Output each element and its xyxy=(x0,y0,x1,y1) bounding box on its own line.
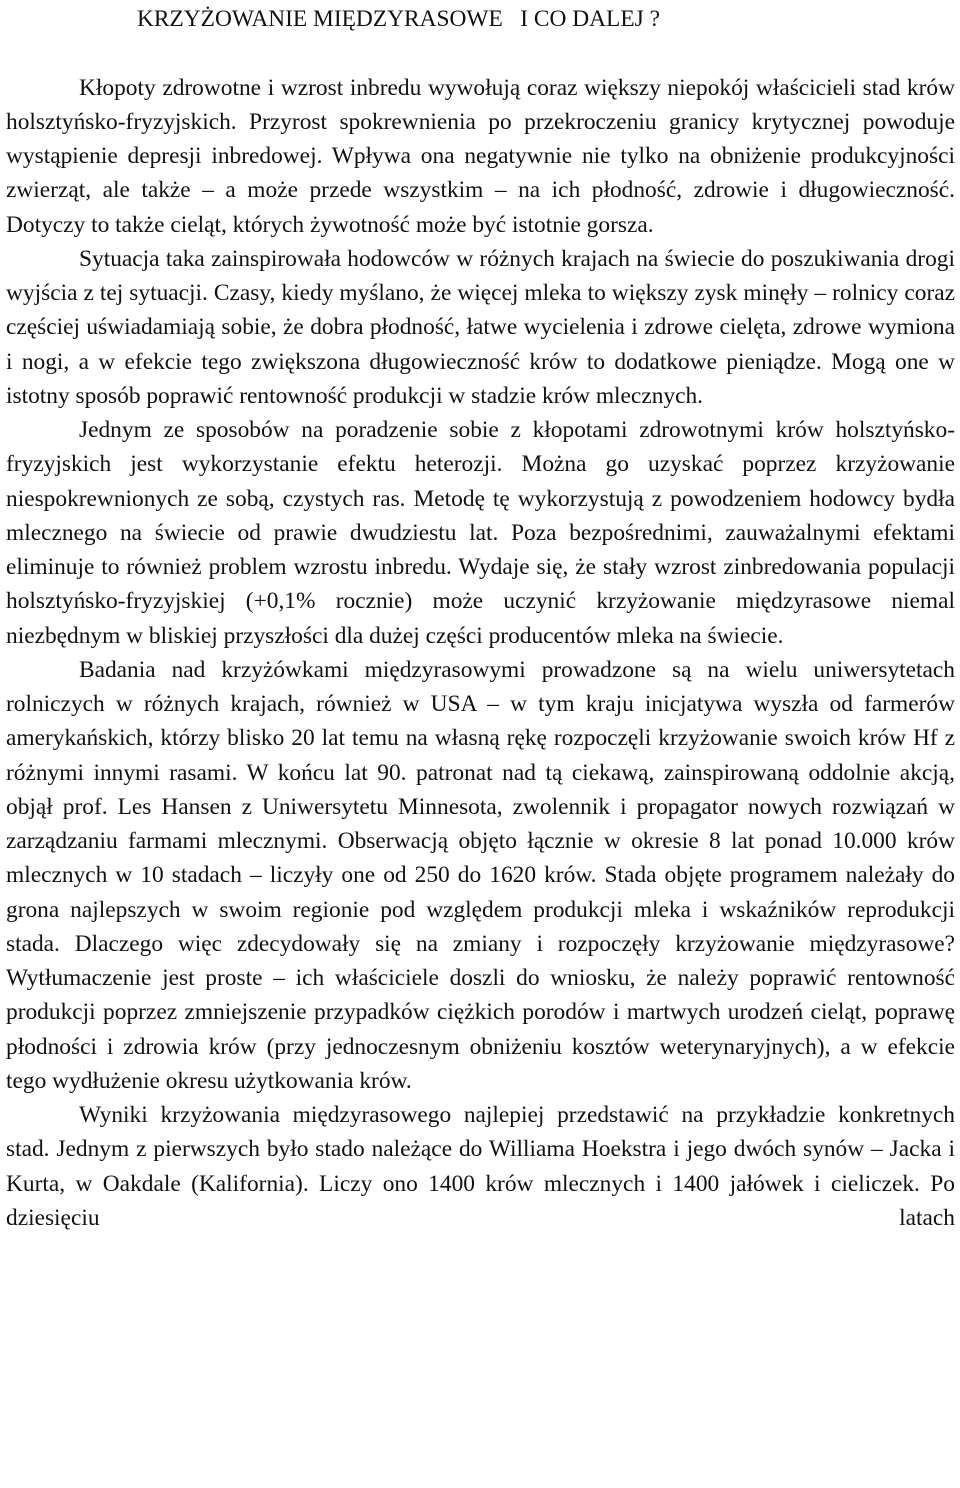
blank-line xyxy=(6,36,955,70)
paragraph-3: Jednym ze sposobów na poradzenie sobie z kłopotami zdrowotnymi krów holsztyńsko-fryzyjskich jest wykorzystanie efektu heterozji. Można go uzyskać poprzez krzyżowanie niespokrewnionych ze sobą, czystych ras. Metodę tę wykorzystują z powodzeniem hodowcy bydła mlecznego na świecie od prawie dwudziestu lat. Poza bezpośrednimi, zauważalnymi efektami eliminuje to również problem wzrostu inbredu. Wydaje się, że stały wzrost zinbredowania populacji holsztyńsko-fryzyjskiej (+0,1% rocznie) może uczynić krzyżowanie międzyrasowe niemal niezbędnym w bliskiej przyszłości dla dużej części producentów mleka na świecie. xyxy=(6,417,955,649)
document-page xyxy=(6,2,955,1235)
paragraph-4: Badania nad krzyżówkami międzyrasowymi prowadzone są na wielu uniwersytetach rolniczych w różnych krajach, również w USA – w tym kraju inicjatywa wyszła od farmerów amerykańskich, którzy blisko 20 lat temu na własną rękę rozpoczęli krzyżowanie swoich krów Hf z różnymi innymi rasami. W końcu lat 90. patronat nad tą ciekawą, zainspirowaną oddolnie akcją, objął prof. Les Hansen z Uniwersytetu Minnesota, zwolennik i propagator nowych rozwiązań w zarządzaniu farmami mlecznymi. Obserwacją objęto łącznie w okresie 8 lat ponad 10.000 krów mlecznych w 10 stadach – liczyły one od 250 do 1620 krów. Stada objęte programem należały do grona najlepszych w swoim regionie pod względem produkcji mleka i wskaźników reprodukcji stada. Dlaczego więc zdecydowały się na zmiany i rozpoczęły krzyżowanie międzyrasowe? Wytłumaczenie jest proste – ich właściciele doszli do wniosku, że należy poprawić rentowność produkcji poprzez zmniejszenie przypadków ciężkich porodów i martwych urodzeń cieląt, poprawę płodności i zdrowia krów (przy jednoczesnym obniżeniu kosztów weterynaryjnych), a w efekcie tego wydłużenie okresu użytkowania krów. xyxy=(6,656,955,1094)
paragraph-2: Sytuacja taka zainspirowała hodowców w różnych krajach na świecie do poszukiwania drogi wyjścia z tej sytuacji. Czasy, kiedy myślano, że więcej mleka to większy zysk minęły – rolnicy coraz częściej uświadamiają sobie, że dobra płodność, łatwe wycielenia i zdrowe cielęta, zdrowe wymiona i nogi, a w efekcie tego zwiększona długowieczność krów to dodatkowe pieniądze. Mogą one w istotny sposób poprawić rentowność produkcji w stadzie krów mlecznych. xyxy=(6,245,955,409)
paragraph-5: Wyniki krzyżowania międzyrasowego najlepiej przedstawić na przykładzie konkretnych stad. Jednym z pierwszych było stado należące do Williama Hoekstra i jego dwóch synów – Jacka i Kurta, w Oakdale (Kalifornia). Liczy ono 1400 krów mlecznych i 1400 jałówek i cieliczek. Po dziesięciu latach xyxy=(6,1102,955,1231)
document-title: KRZYŻOWANIE MIĘDZYRASOWE I CO DALEJ ? xyxy=(137,6,660,32)
paragraph-1: Kłopoty zdrowotne i wzrost inbredu wywołują coraz większy niepokój właścicieli stad krów holsztyńsko-fryzyjskich. Przyrost spokrewnienia po przekroczeniu granicy krytycznej powoduje wystąpienie depresji inbredowej. Wpływa ona negatywnie nie tylko na obniżenie produkcyjności zwierząt, ale także – a może przede wszystkim – na ich płodność, zdrowie i długowieczność. Dotyczy to także cieląt, których żywotność może być istotnie gorsza. xyxy=(6,74,955,238)
